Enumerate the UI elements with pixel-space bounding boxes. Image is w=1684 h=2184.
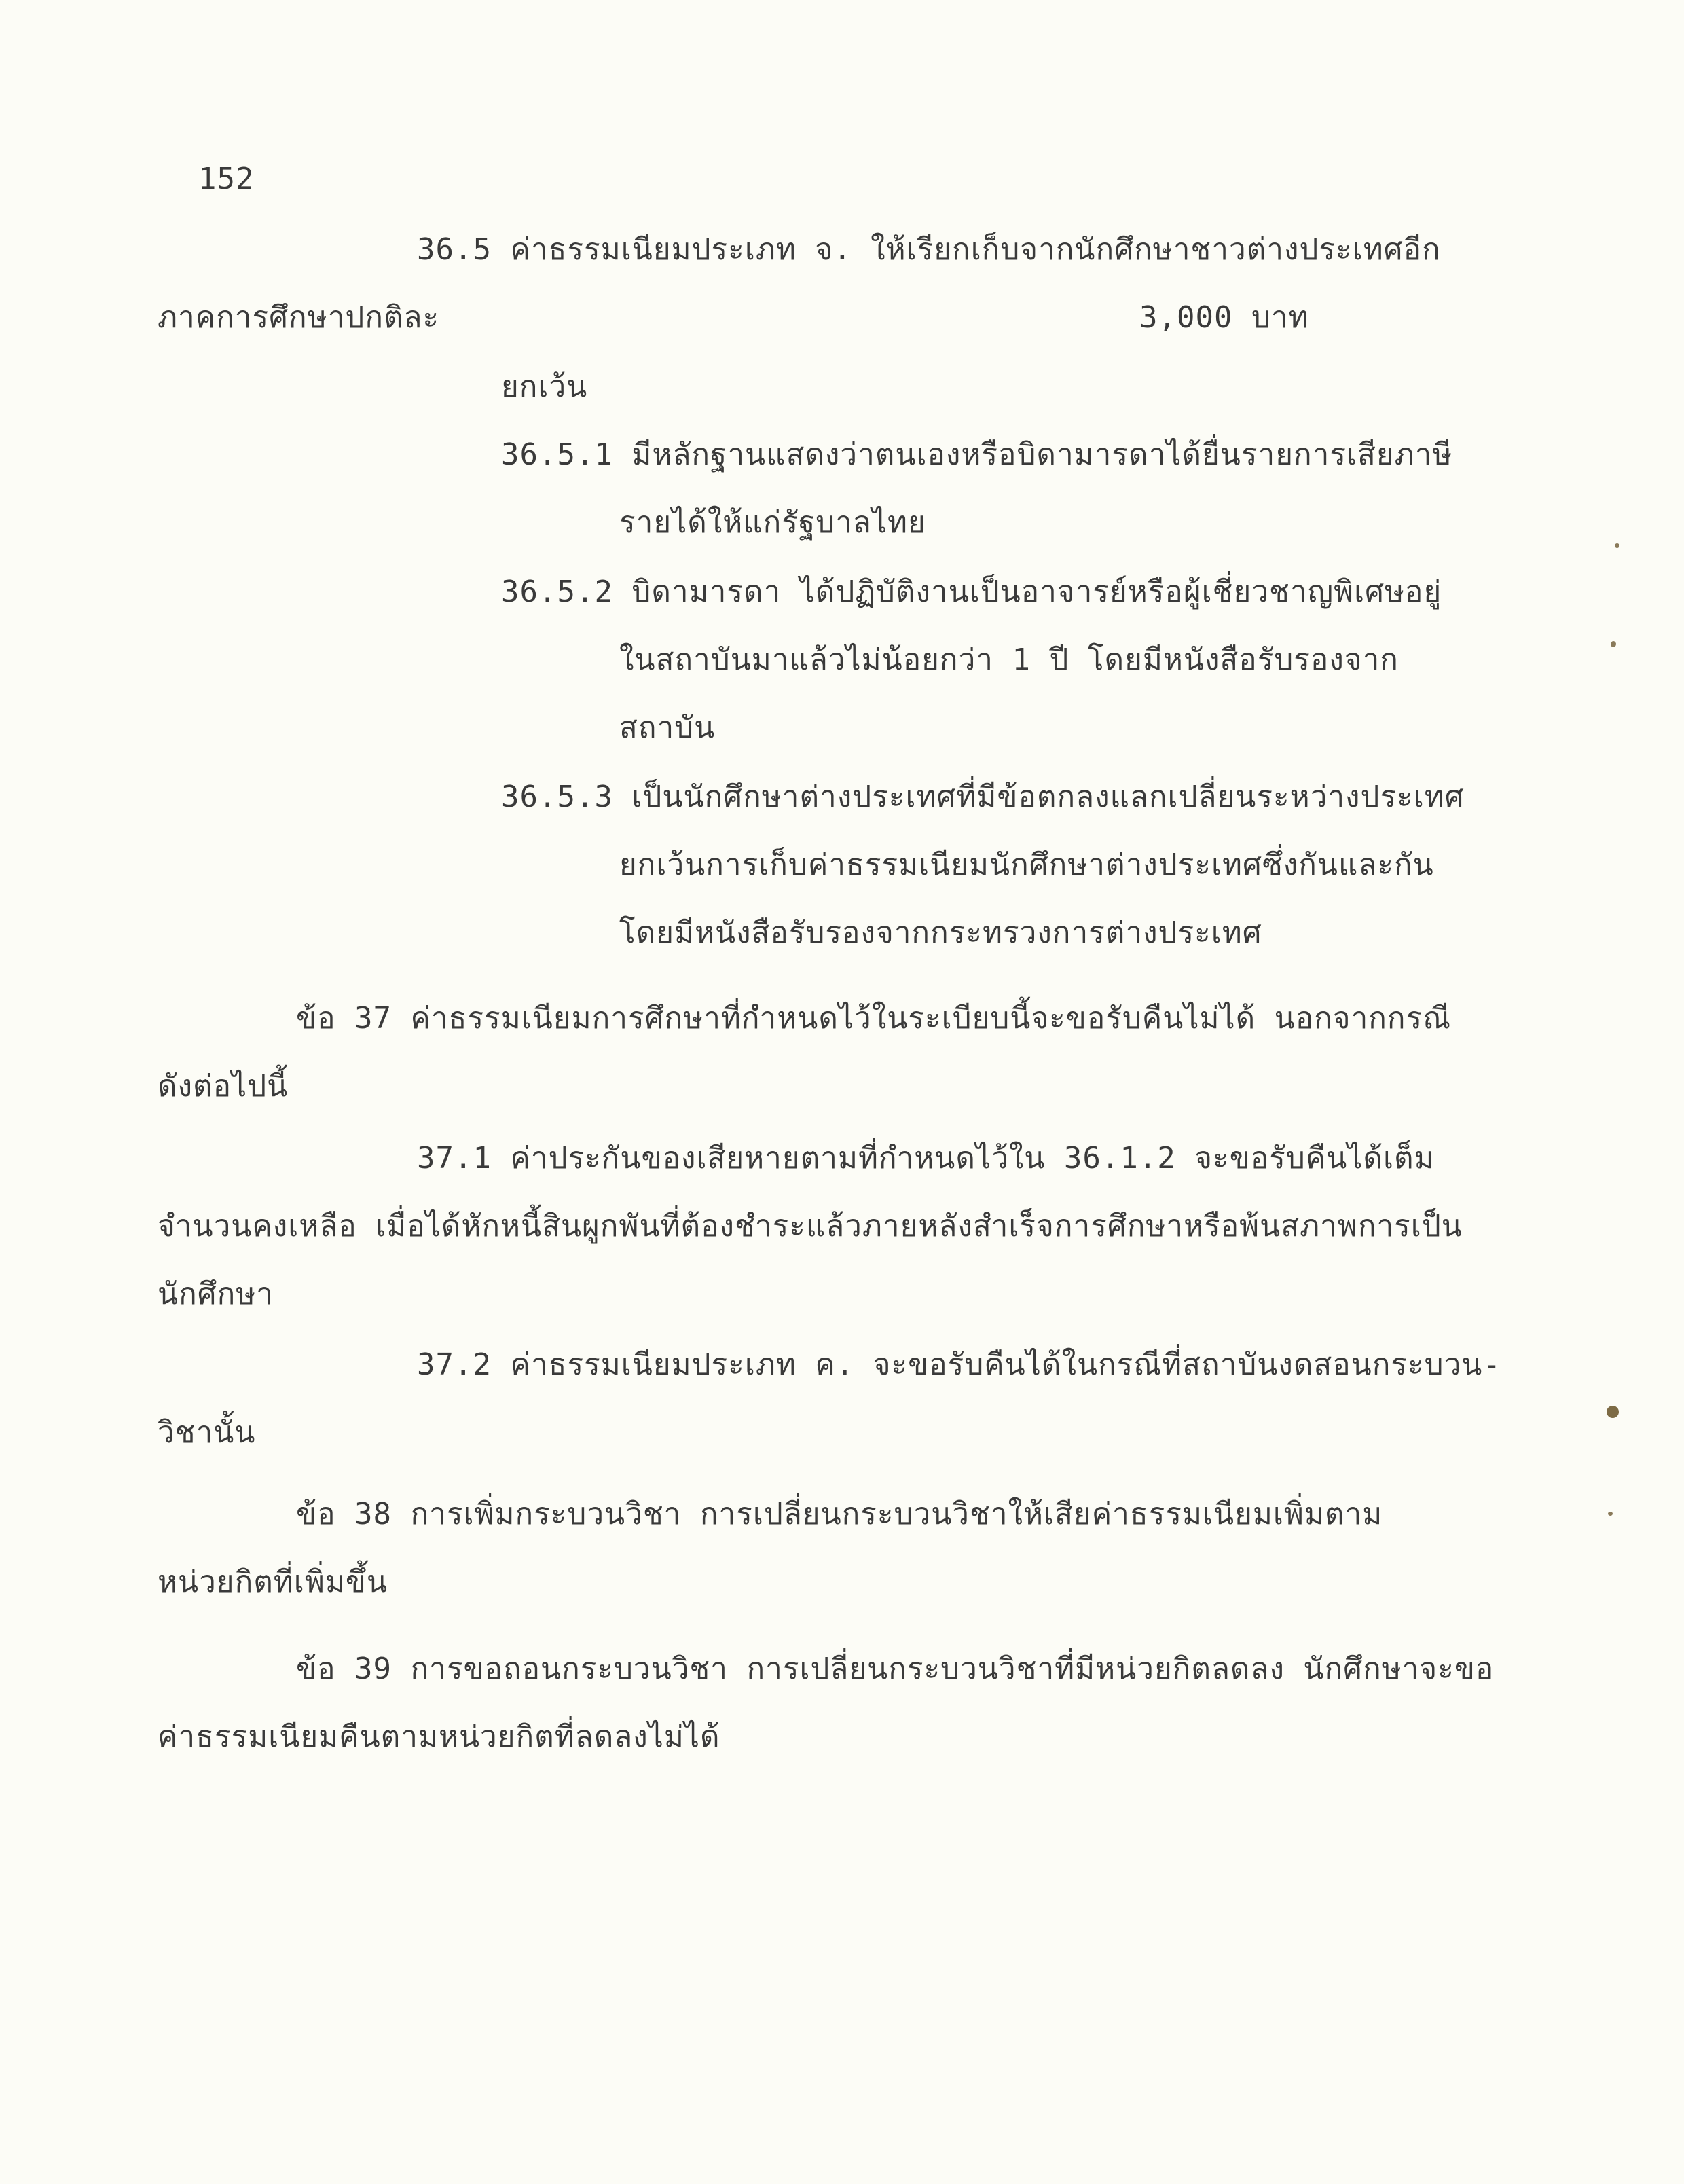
text-line-36-5-cont: ภาคการศึกษาปกติละ <box>158 300 440 335</box>
text-line-article-39-cont: ค่าธรรมเนียมคืนตามหน่วยกิตที่ลดลงไม่ได้ <box>158 1719 720 1754</box>
ink-speck <box>1607 1406 1619 1418</box>
text-line-36-5-3: 36.5.3 เป็นนักศึกษาต่างประเทศที่มีข้อตกลงแลกเปลี่ยนระหว่างประเทศ <box>501 780 1465 814</box>
text-line-article-37-cont: ดังต่อไปนี้ <box>158 1069 289 1104</box>
ink-speck <box>1608 1512 1613 1516</box>
text-line-37-2: 37.2 ค่าธรรมเนียมประเภท ค. จะขอรับคืนได้ในกรณีที่สถาบันงดสอนกระบวน- <box>417 1347 1501 1382</box>
text-line-article-38-cont: หน่วยกิตที่เพิ่มขึ้น <box>158 1565 388 1599</box>
ink-speck <box>1615 543 1619 548</box>
text-line-36-5-2-cont2: สถาบัน <box>619 710 716 745</box>
text-line-36-5-2-cont: ในสถาบันมาแล้วไม่น้อยกว่า 1 ปี โดยมีหนังสือรับรองจาก <box>619 642 1399 677</box>
text-line-exception: ยกเว้น <box>501 369 588 404</box>
text-line-36-5-3-cont: ยกเว้นการเก็บค่าธรรมเนียมนักศึกษาต่างประเทศซึ่งกันและกัน <box>619 848 1434 882</box>
text-line-37-1-cont: จำนวนคงเหลือ เมื่อได้หักหนี้สินผูกพันที่ต้องชำระแล้วภายหลังสำเร็จการศึกษาหรือพ้นสภาพการเป็น <box>158 1209 1463 1243</box>
page-number: 152 <box>198 162 255 196</box>
text-line-article-39: ข้อ 39 การขอถอนกระบวนวิชา การเปลี่ยนกระบวนวิชาที่มีหน่วยกิตลดลง นักศึกษาจะขอ <box>296 1652 1495 1686</box>
text-line-article-38: ข้อ 38 การเพิ่มกระบวนวิชา การเปลี่ยนกระบวนวิชาให้เสียค่าธรรมเนียมเพิ่มตาม <box>296 1497 1383 1531</box>
text-line-36-5-2: 36.5.2 บิดามารดา ได้ปฏิบัติงานเป็นอาจารย์หรือผู้เชี่ยวชาญพิเศษอยู่ <box>501 575 1442 609</box>
text-line-36-5-1-cont: รายได้ให้แก่รัฐบาลไทย <box>619 505 926 540</box>
text-line-37-2-cont: วิชานั้น <box>158 1415 256 1450</box>
text-line-36-5-1: 36.5.1 มีหลักฐานแสดงว่าตนเองหรือบิดามารดาได้ยื่นรายการเสียภาษี <box>501 437 1453 472</box>
text-line-article-37: ข้อ 37 ค่าธรรมเนียมการศึกษาที่กำหนดไว้ในระเบียบนี้จะขอรับคืนไม่ได้ นอกจากกรณี <box>296 1001 1452 1036</box>
ink-speck <box>1611 641 1616 647</box>
text-line-36-5-3-cont2: โดยมีหนังสือรับรองจากกระทรวงการต่างประเทศ <box>619 915 1262 950</box>
text-line-37-1: 37.1 ค่าประกันของเสียหายตามที่กำหนดไว้ใน 36.1.2 จะขอรับคืนได้เต็ม <box>417 1141 1435 1176</box>
text-line-36-5: 36.5 ค่าธรรมเนียมประเภท จ. ให้เรียกเก็บจากนักศึกษาชาวต่างประเทศอีก <box>417 232 1441 267</box>
text-line-37-1-cont2: นักศึกษา <box>158 1277 274 1311</box>
amount-3000-baht: 3,000 บาท <box>1139 300 1309 335</box>
